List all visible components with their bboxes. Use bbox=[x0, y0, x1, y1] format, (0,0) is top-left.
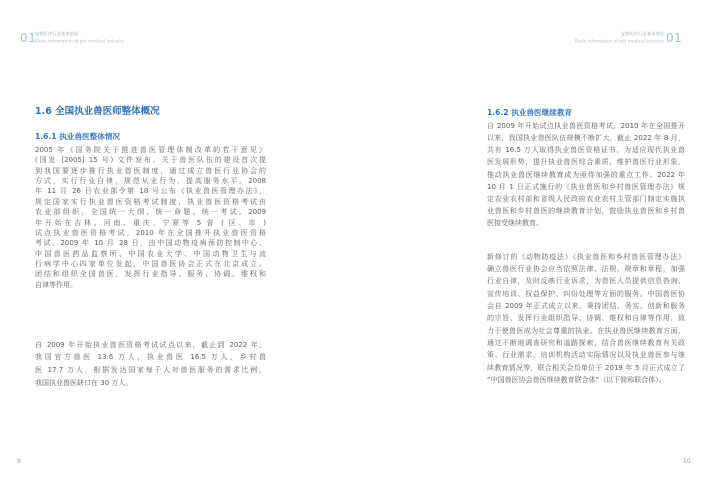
text-line: (国发 [2005] 15 号) 文件发布，关于兽医队伍的建设首次提 bbox=[35, 156, 266, 165]
text-line: 自 2009 年开始试点执业兽医资格考试，2010 年在全国推开 bbox=[487, 121, 685, 130]
text-line: 行病学中心四家单位发起，中国兽医协会正式在北京成立。 bbox=[35, 260, 266, 269]
running-header-title: 宠物医疗行业基本情况 bbox=[620, 31, 664, 38]
text-line: 的宗旨，发挥行业组织指导、协调、维权和自律等作用，致 bbox=[487, 314, 685, 323]
text-line: 定农业农村部和省级人民政府农业农村主管部门制定实施执 bbox=[487, 195, 685, 204]
right-page bbox=[355, 0, 710, 484]
text-line: 新修订的《动物防疫法》《执业兽医和乡村兽医管理办法》 bbox=[487, 252, 685, 261]
text-line: 2005 年《国务院关于推进兽医管理体制改革的若干意见》 bbox=[35, 145, 266, 154]
chapter-number: 01 bbox=[666, 31, 683, 45]
text-line: 医发展形势，提升执业兽医综合素质，维护兽医行业形象， bbox=[487, 158, 685, 167]
text-line: 医 17.7 万人，根据发达国家每千人对兽医服务的需求比例， bbox=[35, 366, 266, 375]
text-line: 自律等作用。 bbox=[35, 280, 77, 289]
text-line: 推动执业兽医继续教育成为亟待加强的重点工作。2022 年 bbox=[487, 170, 685, 179]
text-line: 会自 2009 年正式成立以来，秉持团结、务实、创新和服务 bbox=[487, 302, 685, 311]
page-number: 9 bbox=[17, 458, 21, 465]
chapter-number: 01 bbox=[20, 31, 37, 45]
text-line: 10 月 1 日正式施行的《执业兽医和乡村兽医管理办法》规 bbox=[487, 182, 685, 191]
text-line: 行业自律，及时反映行业诉求，为兽医人员提供信息咨询、 bbox=[487, 277, 685, 286]
text-line: 确立兽医行业协会应当依照法律、法规、规章和章程，加强 bbox=[487, 265, 685, 274]
subsection-title: 1.6.1 执业兽医整体情况 bbox=[35, 132, 121, 141]
running-header-subtitle: Basic information of pet medical industry bbox=[574, 38, 664, 45]
text-line: “中国兽医协会兽医继续教育联合体”（以下简称联合体）。 bbox=[487, 375, 666, 384]
text-line: 规定国家实行执业兽医资格考试制度，执业兽医资格考试由 bbox=[35, 197, 266, 206]
text-line: 团结和组织全国兽医，发挥行业指导、服务、协调、维权和 bbox=[35, 270, 266, 279]
text-line: 以来，我国执业兽医队伍规模不断扩大，截止 2022 年 8 月， bbox=[487, 134, 685, 143]
text-line: 续教育情况等，联合相关会员单位于 2019 年 5 月正式成立了 bbox=[487, 363, 685, 372]
subsection-title: 1.6.2 执业兽医继续教育 bbox=[487, 108, 573, 117]
text-line: 共有 16.5 万人取得执业兽医资格证书。为适应现代执业兽 bbox=[487, 146, 685, 155]
text-line: 策、行业需求、培训机构活动实际情况以及执业兽医参与继 bbox=[487, 351, 685, 360]
text-line: 方式，实行行业自律，规范从业行为，提高服务水平。2008 bbox=[35, 176, 266, 185]
text-line: 考试。2009 年 10 月 28 日，由中国动物疫病预防控制中心、 bbox=[35, 239, 266, 248]
text-line: 试点执业兽医资格考试，2010 年在全国推开执业兽医资格 bbox=[35, 228, 266, 237]
text-line: 农业部组织，全国统一大纲、统一命题、统一考试。2009 bbox=[35, 208, 266, 217]
running-header-subtitle: Basic information of pet medical industry bbox=[35, 38, 125, 45]
body-paragraph bbox=[487, 120, 685, 230]
text-line: 业兽医和乡村兽医的继续教育计划，鼓励执业兽医和乡村兽 bbox=[487, 207, 685, 216]
text-line: 宣传培训、权益保护、纠纷处理等方面的服务。中国兽医协 bbox=[487, 289, 685, 298]
text-line: 通过不断地调查研究和道路探索，结合兽医继续教育有关政 bbox=[487, 338, 685, 347]
section-title: 1.6 全国执业兽医师整体概况 bbox=[35, 106, 160, 117]
text-line: 年开始在吉林、河南、重庆、宁夏等 5 省 ( 区、市 ) bbox=[35, 218, 266, 227]
text-line: 自 2009 年开始执业兽医资格考试试点以来，截止到 2022 年， bbox=[35, 340, 266, 349]
text-line: 到我国要逐步推行执业兽医制度，通过成立兽医行业协会的 bbox=[35, 166, 266, 175]
text-line: 中国兽医药品监察所、中国农业大学、中国动物卫生与流 bbox=[35, 249, 266, 258]
page-number: 10 bbox=[683, 458, 691, 465]
text-line: 力于使兽医成为社会尊重的执业。在执业兽医继续教育方面， bbox=[487, 326, 685, 335]
text-line: 我国执业兽医缺口在 30 万人。 bbox=[35, 378, 133, 387]
body-paragraph bbox=[35, 339, 266, 390]
body-paragraph bbox=[487, 251, 685, 386]
text-line: 我国官方兽医 13.6 万人，执业兽医 16.5 万人，乡村兽 bbox=[35, 353, 266, 362]
body-paragraph bbox=[35, 145, 266, 290]
text-line: 年 11 月 26 日农业部令第 18 号公布《执业兽医管理办法》， bbox=[35, 187, 266, 196]
text-line: 医接受继续教育。 bbox=[487, 219, 543, 228]
running-header-title: 宠物医疗行业基本情况 bbox=[35, 31, 79, 38]
